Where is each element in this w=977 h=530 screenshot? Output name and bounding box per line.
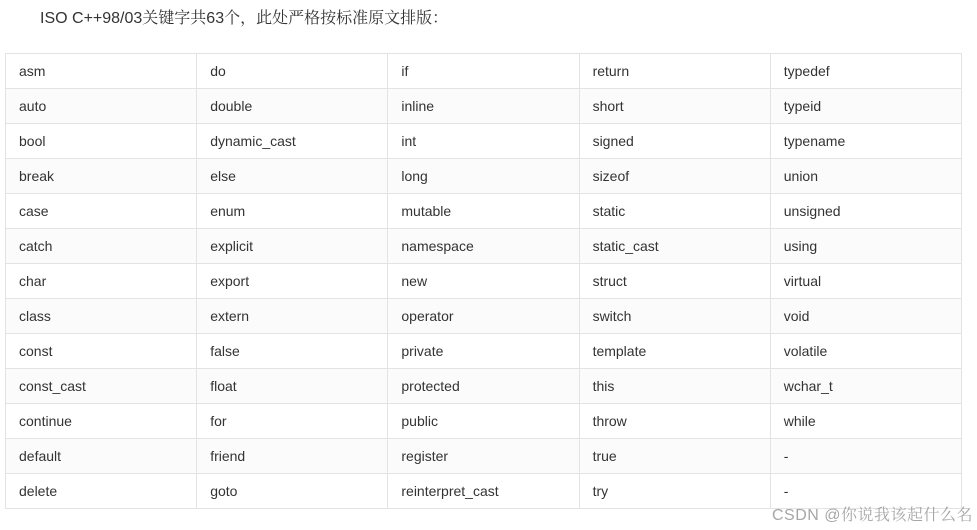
table-cell: for: [197, 404, 388, 439]
table-cell: signed: [579, 124, 770, 159]
table-cell: reinterpret_cast: [388, 474, 579, 509]
table-cell: throw: [579, 404, 770, 439]
table-cell: inline: [388, 89, 579, 124]
table-cell: false: [197, 334, 388, 369]
table-cell: else: [197, 159, 388, 194]
table-cell: class: [6, 299, 197, 334]
table-cell: long: [388, 159, 579, 194]
table-cell: union: [770, 159, 961, 194]
table-cell: if: [388, 54, 579, 89]
csdn-watermark: CSDN @你说我该起什么名: [771, 507, 973, 524]
table-cell: static_cast: [579, 229, 770, 264]
table-row: [6, 264, 962, 299]
keywords-table-body: [6, 54, 962, 509]
table-cell: const_cast: [6, 369, 197, 404]
table-cell: unsigned: [770, 194, 961, 229]
table-cell: namespace: [388, 229, 579, 264]
table-cell: dynamic_cast: [197, 124, 388, 159]
table-row: [6, 159, 962, 194]
table-cell: default: [6, 439, 197, 474]
table-row: [6, 229, 962, 264]
table-cell: this: [579, 369, 770, 404]
table-cell: -: [770, 439, 961, 474]
table-cell: char: [6, 264, 197, 299]
table-cell: protected: [388, 369, 579, 404]
table-cell: wchar_t: [770, 369, 961, 404]
table-row: [6, 194, 962, 229]
table-cell: enum: [197, 194, 388, 229]
table-cell: do: [197, 54, 388, 89]
table-row: [6, 89, 962, 124]
table-cell: typedef: [770, 54, 961, 89]
table-cell: struct: [579, 264, 770, 299]
table-row: [6, 369, 962, 404]
table-cell: friend: [197, 439, 388, 474]
table-cell: static: [579, 194, 770, 229]
table-cell: auto: [6, 89, 197, 124]
table-cell: short: [579, 89, 770, 124]
table-cell: sizeof: [579, 159, 770, 194]
table-cell: new: [388, 264, 579, 299]
keywords-table: [5, 53, 962, 509]
table-cell: template: [579, 334, 770, 369]
table-row: [6, 299, 962, 334]
table-cell: private: [388, 334, 579, 369]
table-cell: asm: [6, 54, 197, 89]
table-cell: using: [770, 229, 961, 264]
table-cell: public: [388, 404, 579, 439]
intro-paragraph: ISO C++98/03关键字共63个，此处严格按标准原文排版：: [40, 10, 449, 27]
table-cell: extern: [197, 299, 388, 334]
table-cell: operator: [388, 299, 579, 334]
table-cell: goto: [197, 474, 388, 509]
table-cell: true: [579, 439, 770, 474]
table-cell: int: [388, 124, 579, 159]
table-cell: -: [770, 474, 961, 509]
table-cell: double: [197, 89, 388, 124]
table-cell: explicit: [197, 229, 388, 264]
table-cell: register: [388, 439, 579, 474]
table-cell: typeid: [770, 89, 961, 124]
table-cell: delete: [6, 474, 197, 509]
table-cell: continue: [6, 404, 197, 439]
table-row: [6, 124, 962, 159]
table-cell: break: [6, 159, 197, 194]
table-cell: float: [197, 369, 388, 404]
table-row: [6, 334, 962, 369]
table-cell: const: [6, 334, 197, 369]
table-cell: typename: [770, 124, 961, 159]
table-cell: bool: [6, 124, 197, 159]
table-cell: void: [770, 299, 961, 334]
table-row: [6, 439, 962, 474]
table-cell: return: [579, 54, 770, 89]
table-cell: virtual: [770, 264, 961, 299]
table-row: [6, 54, 962, 89]
table-cell: mutable: [388, 194, 579, 229]
table-cell: volatile: [770, 334, 961, 369]
table-cell: case: [6, 194, 197, 229]
table-cell: catch: [6, 229, 197, 264]
table-cell: while: [770, 404, 961, 439]
table-row: [6, 404, 962, 439]
table-cell: switch: [579, 299, 770, 334]
table-cell: export: [197, 264, 388, 299]
table-cell: try: [579, 474, 770, 509]
